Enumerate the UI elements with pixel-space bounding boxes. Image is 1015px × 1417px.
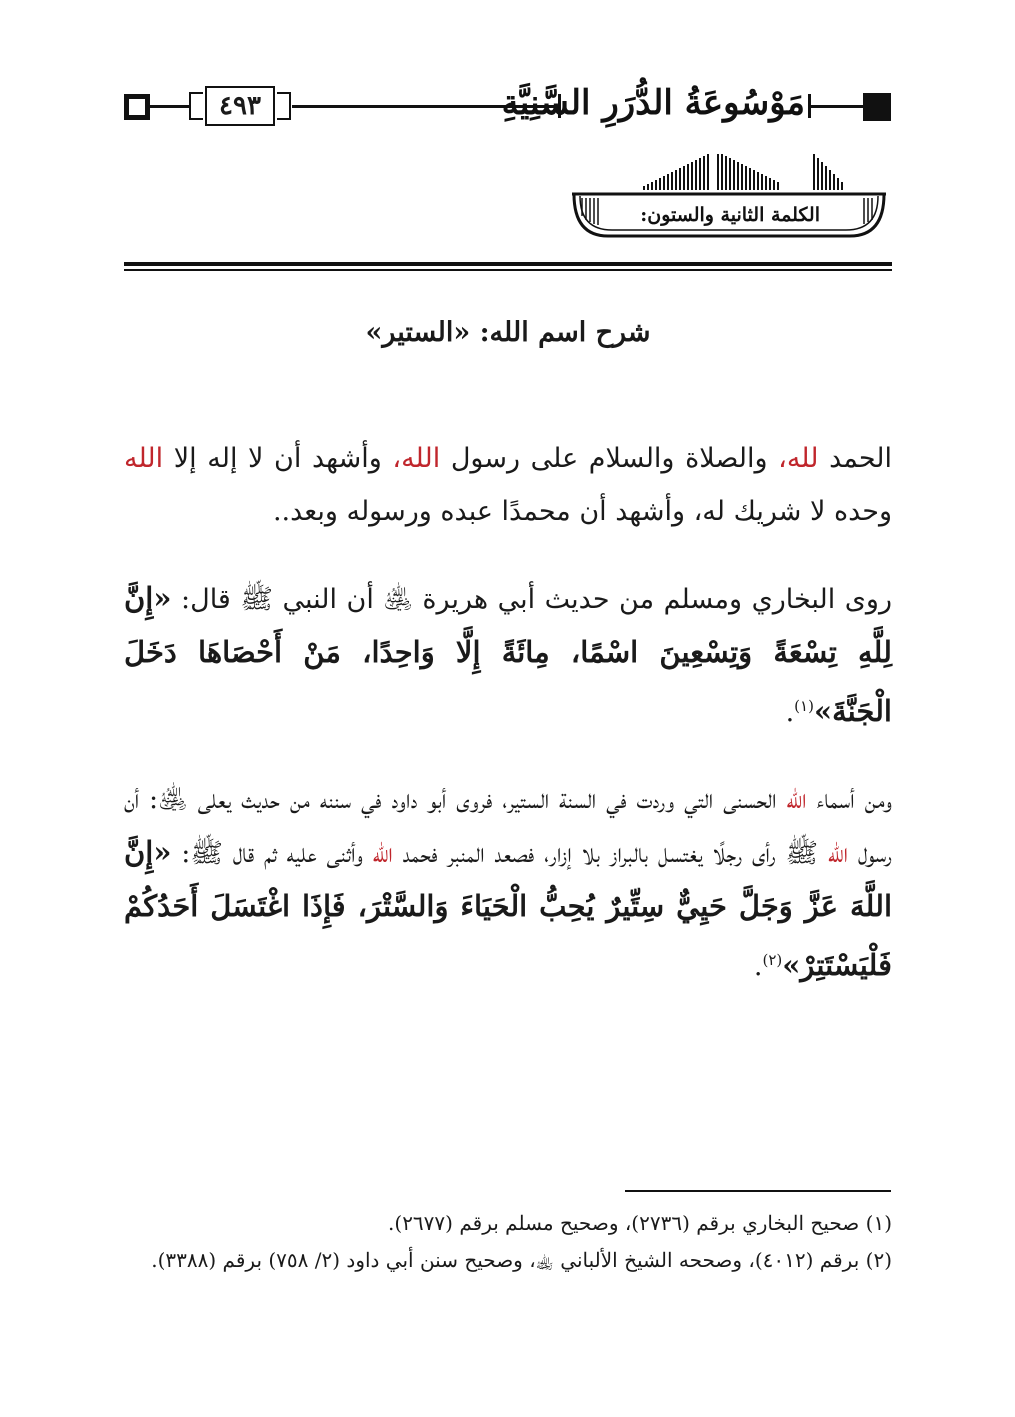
header-rule-right	[811, 105, 863, 108]
main-content	[124, 300, 892, 993]
text-run: وحده لا شريك له، وأشهد أن محمدًا عبده ورسوله وبعد..	[272, 496, 892, 527]
text-run: الحمد	[818, 443, 893, 474]
text-run: روى البخاري ومسلم من حديث أبي هريرة ﵁ أن النبي ﷺ قال:	[171, 584, 892, 615]
series-title: مَوْسُوعَةُ الدُّرَرِ السَّنِيَّةِ	[501, 83, 805, 123]
text-run: الحسنى التي وردت في السنة الستير، فروى أبو داود في سننه من حديث يعلى ﵁: أن رسول	[124, 784, 892, 869]
highlight-word: الله	[786, 784, 807, 815]
text-run: .	[753, 951, 763, 982]
header-double-rule-thick	[124, 262, 892, 266]
paragraph-intro	[124, 432, 892, 538]
page-number: ٤٩٣	[205, 86, 275, 126]
chapter-label: الكلمة الثانية والستون:	[640, 204, 820, 226]
ornament-square-right	[863, 93, 891, 121]
highlight-word: لله،	[778, 443, 819, 474]
footnote-1: (١) صحيح البخاري برقم (٢٧٣٦)، وصحيح مسلم برقم (٢٦٧٧).	[388, 1211, 892, 1235]
banner-ornament	[568, 150, 890, 240]
hadith-quote: «إِنَّ لِلَّهِ تِسْعَةً وَتِسْعِينَ اسْمًا، مِائَةً إِلَّا وَاحِدًا، مَنْ أَحْصَاهَا دَخَلَ الْجَنَّةَ»	[124, 581, 892, 728]
highlight-word: الله	[124, 443, 164, 474]
hadith-quote: «إِنَّ اللَّهَ عَزَّ وَجَلَّ حَيِيٌّ سِتِّيرٌ يُحِبُّ الْحَيَاءَ وَالسَّتْرَ، فَإِذَا اغْتَسَلَ أَحَدُكُمْ فَلْيَسْتَتِرْ»	[124, 835, 892, 982]
footnotes	[124, 1205, 892, 1279]
footnote-separator	[625, 1190, 891, 1192]
highlight-word: الله	[827, 838, 849, 869]
footnote-2: (٢) برقم (٤٠١٢)، وصححه الشيخ الألباني ﵀، وصحيح سنن أبي داود (٢/ ٧٥٨) برقم (٣٣٨٨).	[151, 1248, 892, 1272]
text-run: وأثنى عليه ثم قال ﷺ:	[171, 838, 373, 869]
highlight-word: الله،	[392, 443, 441, 474]
header-rule-left	[150, 105, 190, 108]
paragraph-hadith-names	[124, 572, 892, 739]
text-run: والصلاة والسلام على رسول	[440, 443, 779, 474]
section-title: شرح اسم الله: «الستير»	[365, 317, 651, 348]
highlight-word: الله	[372, 838, 393, 869]
paragraph-sitteer	[124, 773, 892, 993]
text-run: .	[785, 697, 795, 728]
text-run: ﷺ رأى رجلًا يغتسل بالبراز بلا إزار، فصعد المنبر فحمد	[392, 838, 828, 869]
text-run: وأشهد أن لا إله إلا	[163, 443, 393, 474]
footnote-ref: (٢)	[762, 951, 783, 969]
text-run: ومن أسماء	[806, 784, 892, 815]
chapter-banner	[568, 150, 890, 240]
header-double-rule-thin	[124, 269, 892, 271]
footnote-ref: (١)	[794, 697, 814, 715]
ornament-square-left	[124, 94, 150, 120]
page-header	[0, 0, 1015, 280]
